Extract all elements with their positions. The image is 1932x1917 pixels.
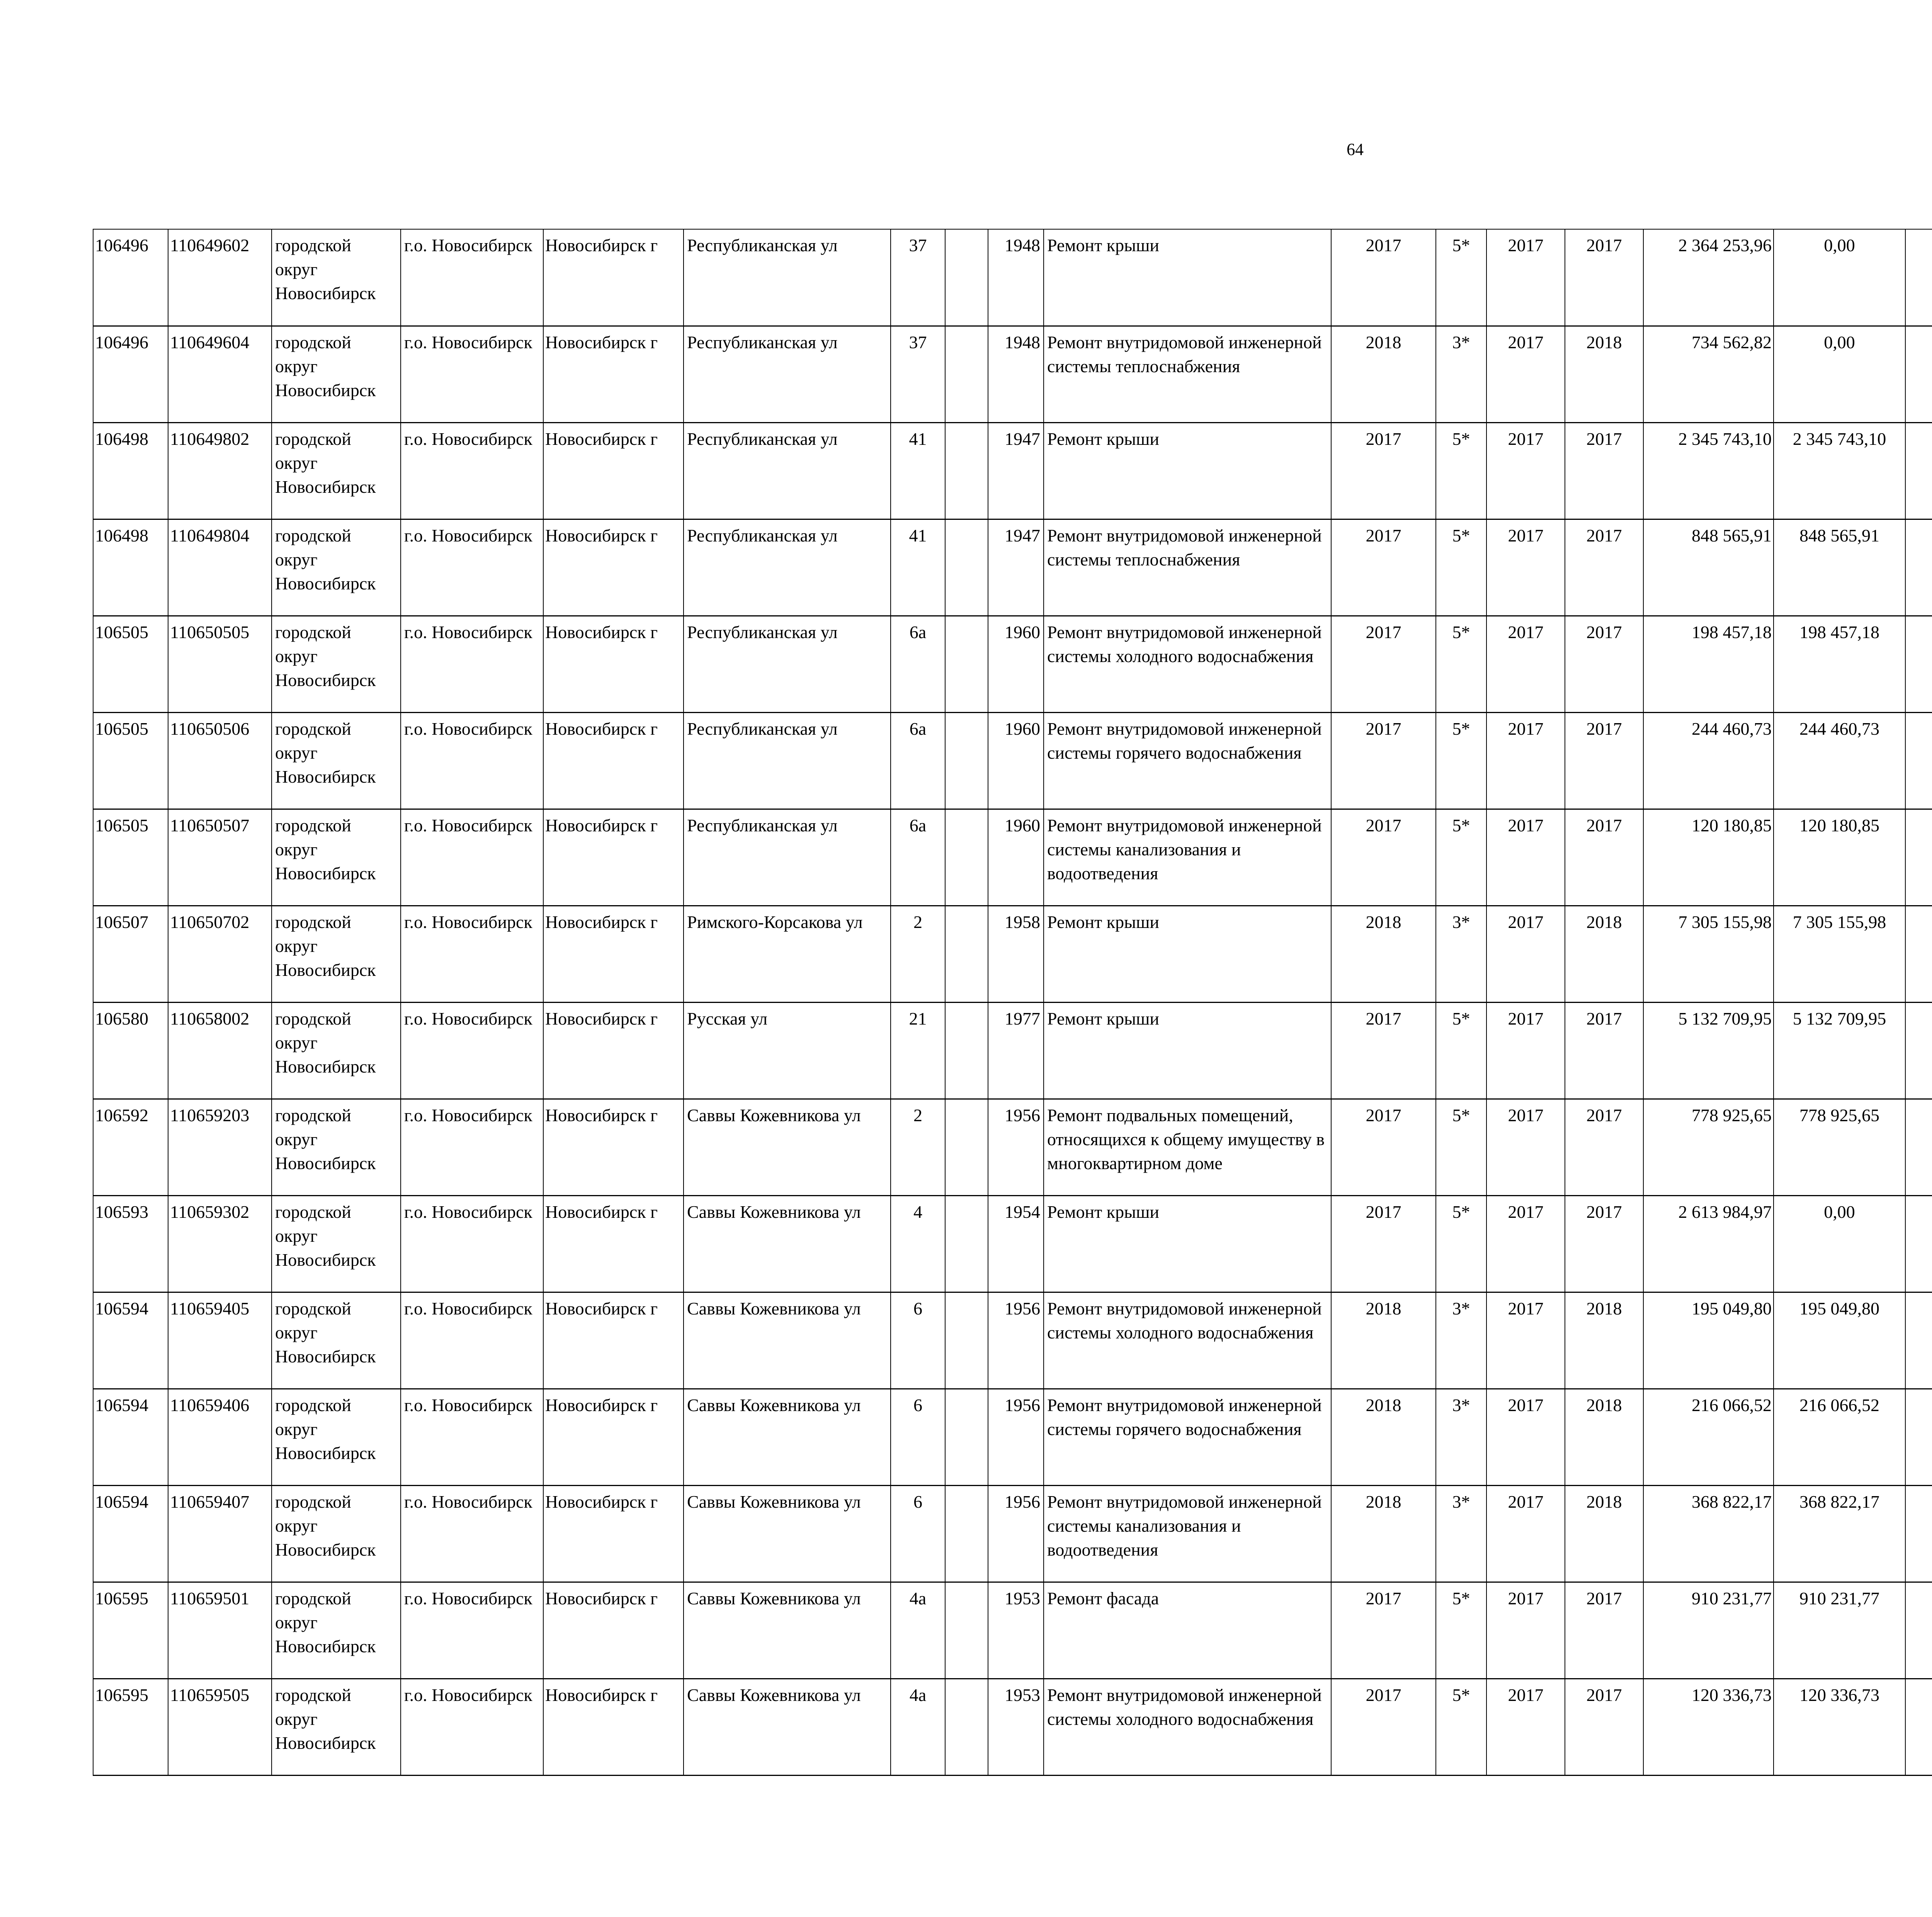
priority-cell: 5* <box>1436 1679 1486 1775</box>
municipal-district-cell: городской округ Новосибирск <box>272 906 401 1002</box>
street-cell: Саввы Кожевникова ул <box>684 1485 891 1582</box>
work-type-cell: Ремонт крыши <box>1044 1195 1331 1292</box>
work-type-cell: Ремонт внутридомовой инженерной системы холодного водоснабжения <box>1044 1679 1331 1775</box>
construction-year-cell: 1953 <box>988 1582 1044 1679</box>
federal-funds-cell <box>1905 1485 1932 1582</box>
house-number-cell: 6а <box>891 616 945 712</box>
street-cell: Республиканская ул <box>684 616 891 712</box>
table-row <box>93 519 1932 616</box>
federal-funds-cell <box>1905 1582 1932 1679</box>
street-cell: Республиканская ул <box>684 422 891 519</box>
house-id-cell: 106595 <box>93 1679 168 1775</box>
planned-year-cell: 2017 <box>1331 519 1436 616</box>
table-row <box>93 326 1932 422</box>
house-id-cell: 106496 <box>93 229 168 326</box>
start-year-cell: 2017 <box>1486 1582 1565 1679</box>
settlement-cell: Новосибирск г <box>543 519 684 616</box>
house-id-cell: 106498 <box>93 519 168 616</box>
municipal-district-cell: городской округ Новосибирск <box>272 1002 401 1099</box>
building-cell <box>945 1099 988 1195</box>
house-number-cell: 37 <box>891 326 945 422</box>
street-cell: Русская ул <box>684 1002 891 1099</box>
settlement-cell: Новосибирск г <box>543 1679 684 1775</box>
page-number: 64 <box>1347 140 1364 159</box>
start-year-cell: 2017 <box>1486 1099 1565 1195</box>
building-cell <box>945 1002 988 1099</box>
table-row <box>93 906 1932 1002</box>
house-number-cell: 6а <box>891 809 945 906</box>
street-cell: Саввы Кожевникова ул <box>684 1195 891 1292</box>
fund-cost-cell: 120 336,73 <box>1774 1679 1905 1775</box>
street-cell: Республиканская ул <box>684 326 891 422</box>
total-cost-cell: 195 049,80 <box>1643 1292 1774 1389</box>
end-year-cell: 2017 <box>1565 1002 1643 1099</box>
end-year-cell: 2018 <box>1565 326 1643 422</box>
house-number-cell: 41 <box>891 422 945 519</box>
end-year-cell: 2017 <box>1565 1582 1643 1679</box>
municipal-district-cell: городской округ Новосибирск <box>272 1679 401 1775</box>
work-id-cell: 110658002 <box>168 1002 272 1099</box>
federal-funds-cell <box>1905 712 1932 809</box>
construction-year-cell: 1948 <box>988 326 1044 422</box>
federal-funds-cell <box>1905 229 1932 326</box>
start-year-cell: 2017 <box>1486 1292 1565 1389</box>
work-type-cell: Ремонт внутридомовой инженерной системы холодного водоснабжения <box>1044 616 1331 712</box>
fund-cost-cell: 848 565,91 <box>1774 519 1905 616</box>
planned-year-cell: 2017 <box>1331 422 1436 519</box>
table-row <box>93 1099 1932 1195</box>
house-id-cell: 106594 <box>93 1485 168 1582</box>
start-year-cell: 2017 <box>1486 422 1565 519</box>
house-id-cell: 106505 <box>93 616 168 712</box>
fund-cost-cell: 7 305 155,98 <box>1774 906 1905 1002</box>
priority-cell: 5* <box>1436 712 1486 809</box>
construction-year-cell: 1948 <box>988 229 1044 326</box>
end-year-cell: 2018 <box>1565 1485 1643 1582</box>
house-number-cell: 21 <box>891 1002 945 1099</box>
settlement-cell: Новосибирск г <box>543 1099 684 1195</box>
federal-funds-cell <box>1905 519 1932 616</box>
priority-cell: 5* <box>1436 422 1486 519</box>
table-row <box>93 422 1932 519</box>
federal-funds-cell <box>1905 1679 1932 1775</box>
work-id-cell: 110649602 <box>168 229 272 326</box>
total-cost-cell: 2 364 253,96 <box>1643 229 1774 326</box>
municipality-cell: г.о. Новосибирск <box>401 1679 543 1775</box>
construction-year-cell: 1956 <box>988 1485 1044 1582</box>
work-id-cell: 110659501 <box>168 1582 272 1679</box>
house-id-cell: 106496 <box>93 326 168 422</box>
street-cell: Саввы Кожевникова ул <box>684 1679 891 1775</box>
federal-funds-cell <box>1905 1292 1932 1389</box>
start-year-cell: 2017 <box>1486 1389 1565 1485</box>
total-cost-cell: 368 822,17 <box>1643 1485 1774 1582</box>
construction-year-cell: 1960 <box>988 616 1044 712</box>
municipality-cell: г.о. Новосибирск <box>401 229 543 326</box>
municipality-cell: г.о. Новосибирск <box>401 326 543 422</box>
fund-cost-cell: 0,00 <box>1774 229 1905 326</box>
building-cell <box>945 422 988 519</box>
municipality-cell: г.о. Новосибирск <box>401 809 543 906</box>
settlement-cell: Новосибирск г <box>543 712 684 809</box>
building-cell <box>945 1195 988 1292</box>
municipal-district-cell: городской округ Новосибирск <box>272 1582 401 1679</box>
building-cell <box>945 1582 988 1679</box>
federal-funds-cell <box>1905 906 1932 1002</box>
federal-funds-cell <box>1905 1389 1932 1485</box>
end-year-cell: 2018 <box>1565 1292 1643 1389</box>
municipal-district-cell: городской округ Новосибирск <box>272 1195 401 1292</box>
total-cost-cell: 216 066,52 <box>1643 1389 1774 1485</box>
house-number-cell: 6 <box>891 1485 945 1582</box>
municipality-cell: г.о. Новосибирск <box>401 1292 543 1389</box>
construction-year-cell: 1977 <box>988 1002 1044 1099</box>
building-cell <box>945 229 988 326</box>
federal-funds-cell <box>1905 1099 1932 1195</box>
municipality-cell: г.о. Новосибирск <box>401 422 543 519</box>
house-id-cell: 106507 <box>93 906 168 1002</box>
building-cell <box>945 1292 988 1389</box>
start-year-cell: 2017 <box>1486 616 1565 712</box>
priority-cell: 5* <box>1436 1099 1486 1195</box>
table-row <box>93 1389 1932 1485</box>
fund-cost-cell: 778 925,65 <box>1774 1099 1905 1195</box>
settlement-cell: Новосибирск г <box>543 1195 684 1292</box>
municipality-cell: г.о. Новосибирск <box>401 906 543 1002</box>
end-year-cell: 2017 <box>1565 1099 1643 1195</box>
municipality-cell: г.о. Новосибирск <box>401 1582 543 1679</box>
work-type-cell: Ремонт внутридомовой инженерной системы канализования и водоотведения <box>1044 1485 1331 1582</box>
start-year-cell: 2017 <box>1486 326 1565 422</box>
work-type-cell: Ремонт внутридомовой инженерной системы канализования и водоотведения <box>1044 809 1331 906</box>
fund-cost-cell: 5 132 709,95 <box>1774 1002 1905 1099</box>
planned-year-cell: 2017 <box>1331 1679 1436 1775</box>
work-id-cell: 110649802 <box>168 422 272 519</box>
end-year-cell: 2017 <box>1565 1195 1643 1292</box>
fund-cost-cell: 368 822,17 <box>1774 1485 1905 1582</box>
fund-cost-cell: 216 066,52 <box>1774 1389 1905 1485</box>
total-cost-cell: 848 565,91 <box>1643 519 1774 616</box>
construction-year-cell: 1956 <box>988 1389 1044 1485</box>
construction-year-cell: 1958 <box>988 906 1044 1002</box>
house-number-cell: 6 <box>891 1389 945 1485</box>
settlement-cell: Новосибирск г <box>543 229 684 326</box>
planned-year-cell: 2017 <box>1331 616 1436 712</box>
house-number-cell: 4а <box>891 1582 945 1679</box>
house-number-cell: 6а <box>891 712 945 809</box>
house-id-cell: 106595 <box>93 1582 168 1679</box>
municipality-cell: г.о. Новосибирск <box>401 1099 543 1195</box>
fund-cost-cell: 120 180,85 <box>1774 809 1905 906</box>
planned-year-cell: 2017 <box>1331 1099 1436 1195</box>
municipal-district-cell: городской округ Новосибирск <box>272 1389 401 1485</box>
construction-year-cell: 1956 <box>988 1099 1044 1195</box>
priority-cell: 5* <box>1436 1002 1486 1099</box>
street-cell: Республиканская ул <box>684 229 891 326</box>
priority-cell: 5* <box>1436 1195 1486 1292</box>
municipality-cell: г.о. Новосибирск <box>401 519 543 616</box>
street-cell: Республиканская ул <box>684 809 891 906</box>
house-number-cell: 41 <box>891 519 945 616</box>
federal-funds-cell <box>1905 1195 1932 1292</box>
municipal-district-cell: городской округ Новосибирск <box>272 1292 401 1389</box>
planned-year-cell: 2018 <box>1331 326 1436 422</box>
settlement-cell: Новосибирск г <box>543 1389 684 1485</box>
table-row <box>93 1292 1932 1389</box>
fund-cost-cell: 0,00 <box>1774 326 1905 422</box>
municipal-district-cell: городской округ Новосибирск <box>272 616 401 712</box>
priority-cell: 5* <box>1436 809 1486 906</box>
total-cost-cell: 7 305 155,98 <box>1643 906 1774 1002</box>
municipal-district-cell: городской округ Новосибирск <box>272 326 401 422</box>
total-cost-cell: 120 336,73 <box>1643 1679 1774 1775</box>
work-type-cell: Ремонт внутридомовой инженерной системы теплоснабжения <box>1044 326 1331 422</box>
settlement-cell: Новосибирск г <box>543 906 684 1002</box>
settlement-cell: Новосибирск г <box>543 809 684 906</box>
priority-cell: 5* <box>1436 616 1486 712</box>
priority-cell: 5* <box>1436 1582 1486 1679</box>
building-cell <box>945 519 988 616</box>
municipal-district-cell: городской округ Новосибирск <box>272 1099 401 1195</box>
planned-year-cell: 2018 <box>1331 1485 1436 1582</box>
planned-year-cell: 2017 <box>1331 1002 1436 1099</box>
house-id-cell: 106593 <box>93 1195 168 1292</box>
settlement-cell: Новосибирск г <box>543 1582 684 1679</box>
construction-year-cell: 1953 <box>988 1679 1044 1775</box>
municipal-district-cell: городской округ Новосибирск <box>272 712 401 809</box>
total-cost-cell: 778 925,65 <box>1643 1099 1774 1195</box>
total-cost-cell: 2 345 743,10 <box>1643 422 1774 519</box>
total-cost-cell: 5 132 709,95 <box>1643 1002 1774 1099</box>
construction-year-cell: 1947 <box>988 519 1044 616</box>
federal-funds-cell <box>1905 1002 1932 1099</box>
work-id-cell: 110659203 <box>168 1099 272 1195</box>
municipality-cell: г.о. Новосибирск <box>401 616 543 712</box>
work-id-cell: 110650507 <box>168 809 272 906</box>
work-id-cell: 110659302 <box>168 1195 272 1292</box>
settlement-cell: Новосибирск г <box>543 422 684 519</box>
construction-year-cell: 1960 <box>988 809 1044 906</box>
start-year-cell: 2017 <box>1486 519 1565 616</box>
work-type-cell: Ремонт подвальных помещений, относящихся к общему имуществу в многоквартирном доме <box>1044 1099 1331 1195</box>
work-type-cell: Ремонт фасада <box>1044 1582 1331 1679</box>
municipal-district-cell: городской округ Новосибирск <box>272 809 401 906</box>
work-type-cell: Ремонт крыши <box>1044 1002 1331 1099</box>
street-cell: Римского-Корсакова ул <box>684 906 891 1002</box>
house-id-cell: 106498 <box>93 422 168 519</box>
planned-year-cell: 2017 <box>1331 1195 1436 1292</box>
fund-cost-cell: 0,00 <box>1774 1195 1905 1292</box>
start-year-cell: 2017 <box>1486 229 1565 326</box>
total-cost-cell: 244 460,73 <box>1643 712 1774 809</box>
priority-cell: 3* <box>1436 1389 1486 1485</box>
work-id-cell: 110650506 <box>168 712 272 809</box>
house-number-cell: 6 <box>891 1292 945 1389</box>
building-cell <box>945 1679 988 1775</box>
end-year-cell: 2018 <box>1565 1389 1643 1485</box>
table-row <box>93 1195 1932 1292</box>
total-cost-cell: 910 231,77 <box>1643 1582 1774 1679</box>
work-type-cell: Ремонт внутридомовой инженерной системы холодного водоснабжения <box>1044 1292 1331 1389</box>
municipality-cell: г.о. Новосибирск <box>401 1002 543 1099</box>
building-cell <box>945 326 988 422</box>
federal-funds-cell <box>1905 422 1932 519</box>
street-cell: Саввы Кожевникова ул <box>684 1389 891 1485</box>
total-cost-cell: 120 180,85 <box>1643 809 1774 906</box>
planned-year-cell: 2018 <box>1331 1292 1436 1389</box>
settlement-cell: Новосибирск г <box>543 1292 684 1389</box>
table-row <box>93 712 1932 809</box>
municipal-district-cell: городской округ Новосибирск <box>272 1485 401 1582</box>
building-cell <box>945 1389 988 1485</box>
building-cell <box>945 616 988 712</box>
start-year-cell: 2017 <box>1486 1679 1565 1775</box>
house-number-cell: 4а <box>891 1679 945 1775</box>
settlement-cell: Новосибирск г <box>543 1485 684 1582</box>
federal-funds-cell <box>1905 326 1932 422</box>
federal-funds-cell <box>1905 616 1932 712</box>
fund-cost-cell: 195 049,80 <box>1774 1292 1905 1389</box>
priority-cell: 3* <box>1436 326 1486 422</box>
priority-cell: 3* <box>1436 906 1486 1002</box>
priority-cell: 3* <box>1436 1485 1486 1582</box>
end-year-cell: 2017 <box>1565 229 1643 326</box>
table-row <box>93 1485 1932 1582</box>
start-year-cell: 2017 <box>1486 712 1565 809</box>
priority-cell: 5* <box>1436 519 1486 616</box>
end-year-cell: 2017 <box>1565 1679 1643 1775</box>
house-id-cell: 106594 <box>93 1389 168 1485</box>
planned-year-cell: 2018 <box>1331 1389 1436 1485</box>
construction-year-cell: 1960 <box>988 712 1044 809</box>
house-id-cell: 106505 <box>93 712 168 809</box>
fund-cost-cell: 910 231,77 <box>1774 1582 1905 1679</box>
total-cost-cell: 198 457,18 <box>1643 616 1774 712</box>
work-id-cell: 110649804 <box>168 519 272 616</box>
municipal-district-cell: городской округ Новосибирск <box>272 229 401 326</box>
table-row <box>93 1002 1932 1099</box>
street-cell: Саввы Кожевникова ул <box>684 1099 891 1195</box>
municipality-cell: г.о. Новосибирск <box>401 1195 543 1292</box>
table-row <box>93 1582 1932 1679</box>
building-cell <box>945 1485 988 1582</box>
table-row <box>93 809 1932 906</box>
construction-year-cell: 1956 <box>988 1292 1044 1389</box>
work-id-cell: 110659505 <box>168 1679 272 1775</box>
house-number-cell: 4 <box>891 1195 945 1292</box>
end-year-cell: 2017 <box>1565 809 1643 906</box>
work-id-cell: 110659407 <box>168 1485 272 1582</box>
work-type-cell: Ремонт крыши <box>1044 422 1331 519</box>
work-id-cell: 110649604 <box>168 326 272 422</box>
end-year-cell: 2017 <box>1565 422 1643 519</box>
house-number-cell: 2 <box>891 906 945 1002</box>
fund-cost-cell: 2 345 743,10 <box>1774 422 1905 519</box>
building-cell <box>945 712 988 809</box>
municipal-district-cell: городской округ Новосибирск <box>272 519 401 616</box>
end-year-cell: 2018 <box>1565 906 1643 1002</box>
settlement-cell: Новосибирск г <box>543 616 684 712</box>
start-year-cell: 2017 <box>1486 1002 1565 1099</box>
total-cost-cell: 2 613 984,97 <box>1643 1195 1774 1292</box>
fund-cost-cell: 198 457,18 <box>1774 616 1905 712</box>
work-type-cell: Ремонт крыши <box>1044 906 1331 1002</box>
planned-year-cell: 2017 <box>1331 809 1436 906</box>
house-number-cell: 37 <box>891 229 945 326</box>
municipality-cell: г.о. Новосибирск <box>401 1485 543 1582</box>
house-id-cell: 106594 <box>93 1292 168 1389</box>
end-year-cell: 2017 <box>1565 616 1643 712</box>
work-id-cell: 110650505 <box>168 616 272 712</box>
capital-repair-register-table <box>93 229 1932 1776</box>
planned-year-cell: 2017 <box>1331 1582 1436 1679</box>
end-year-cell: 2017 <box>1565 712 1643 809</box>
start-year-cell: 2017 <box>1486 906 1565 1002</box>
priority-cell: 5* <box>1436 229 1486 326</box>
start-year-cell: 2017 <box>1486 809 1565 906</box>
planned-year-cell: 2017 <box>1331 712 1436 809</box>
work-id-cell: 110659406 <box>168 1389 272 1485</box>
house-number-cell: 2 <box>891 1099 945 1195</box>
work-type-cell: Ремонт внутридомовой инженерной системы горячего водоснабжения <box>1044 1389 1331 1485</box>
fund-cost-cell: 244 460,73 <box>1774 712 1905 809</box>
construction-year-cell: 1947 <box>988 422 1044 519</box>
work-type-cell: Ремонт внутридомовой инженерной системы теплоснабжения <box>1044 519 1331 616</box>
street-cell: Республиканская ул <box>684 519 891 616</box>
settlement-cell: Новосибирск г <box>543 1002 684 1099</box>
start-year-cell: 2017 <box>1486 1195 1565 1292</box>
start-year-cell: 2017 <box>1486 1485 1565 1582</box>
street-cell: Саввы Кожевникова ул <box>684 1292 891 1389</box>
planned-year-cell: 2018 <box>1331 906 1436 1002</box>
house-id-cell: 106580 <box>93 1002 168 1099</box>
street-cell: Саввы Кожевникова ул <box>684 1582 891 1679</box>
building-cell <box>945 809 988 906</box>
settlement-cell: Новосибирск г <box>543 326 684 422</box>
priority-cell: 3* <box>1436 1292 1486 1389</box>
federal-funds-cell <box>1905 809 1932 906</box>
end-year-cell: 2017 <box>1565 519 1643 616</box>
work-id-cell: 110659405 <box>168 1292 272 1389</box>
building-cell <box>945 906 988 1002</box>
total-cost-cell: 734 562,82 <box>1643 326 1774 422</box>
planned-year-cell: 2017 <box>1331 229 1436 326</box>
work-id-cell: 110650702 <box>168 906 272 1002</box>
table-row <box>93 1679 1932 1775</box>
table-row <box>93 616 1932 712</box>
house-id-cell: 106592 <box>93 1099 168 1195</box>
street-cell: Республиканская ул <box>684 712 891 809</box>
house-id-cell: 106505 <box>93 809 168 906</box>
table-row <box>93 229 1932 326</box>
municipality-cell: г.о. Новосибирск <box>401 1389 543 1485</box>
municipality-cell: г.о. Новосибирск <box>401 712 543 809</box>
work-type-cell: Ремонт крыши <box>1044 229 1331 326</box>
municipal-district-cell: городской округ Новосибирск <box>272 422 401 519</box>
construction-year-cell: 1954 <box>988 1195 1044 1292</box>
work-type-cell: Ремонт внутридомовой инженерной системы горячего водоснабжения <box>1044 712 1331 809</box>
